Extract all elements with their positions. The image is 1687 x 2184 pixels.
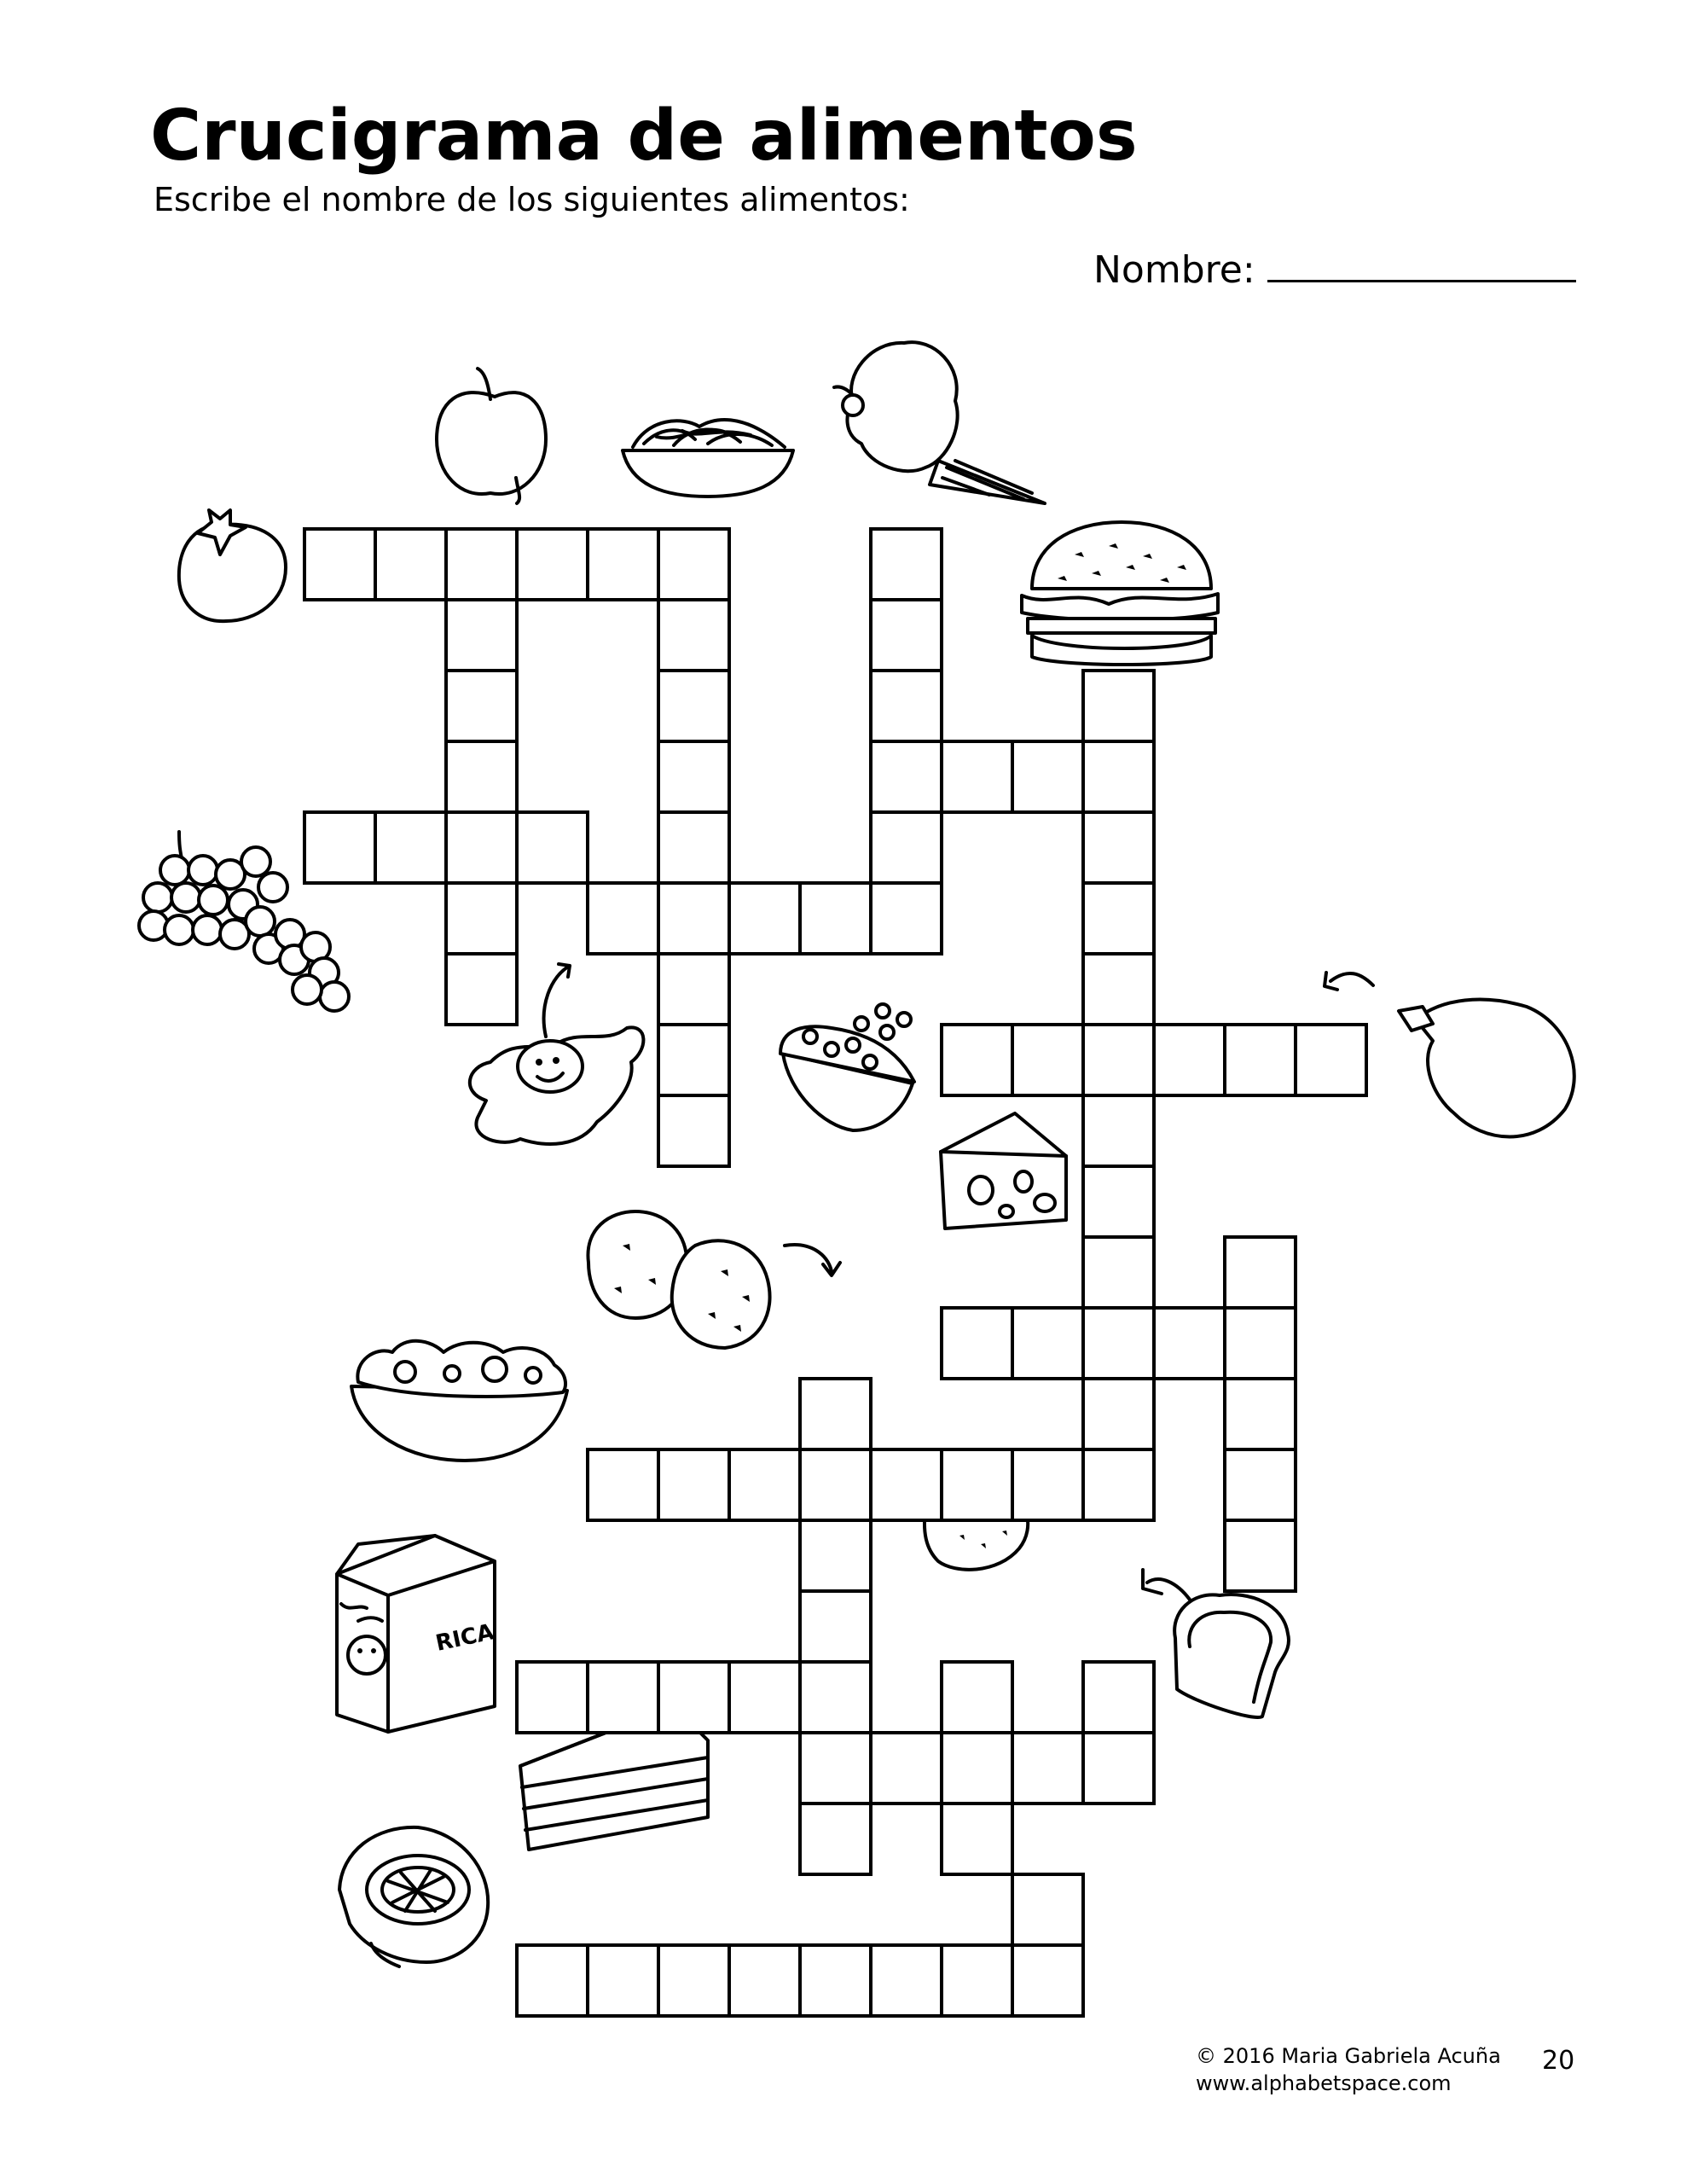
crossword-cell[interactable]: [942, 1804, 1012, 1874]
crossword-cell[interactable]: [588, 529, 658, 600]
crossword-cell[interactable]: [588, 1662, 658, 1733]
crossword-cell[interactable]: [800, 1804, 871, 1874]
crossword-cell[interactable]: [1083, 1166, 1154, 1237]
carton-label: RICA: [433, 1619, 496, 1657]
crossword-cell[interactable]: [800, 1449, 871, 1520]
crossword-cell[interactable]: [942, 1662, 1012, 1733]
crossword-cell[interactable]: [1012, 741, 1083, 812]
crossword-cell[interactable]: [517, 529, 588, 600]
crossword-cell[interactable]: [800, 1733, 871, 1804]
crossword-cell[interactable]: [446, 600, 517, 671]
page-title: Crucigrama de alimentos: [150, 96, 1138, 177]
crossword-cell[interactable]: [517, 1945, 588, 2016]
crossword-cell[interactable]: [800, 1591, 871, 1662]
crossword-cell[interactable]: [1225, 1025, 1296, 1095]
crossword-cell[interactable]: [658, 671, 729, 741]
crossword-cell[interactable]: [1012, 1945, 1083, 2016]
crossword-cell[interactable]: [1012, 1308, 1083, 1379]
crossword-cell[interactable]: [658, 954, 729, 1025]
crossword-cell[interactable]: [658, 883, 729, 954]
footer-credit: [1196, 2042, 1501, 2097]
crossword-cell[interactable]: [1083, 1449, 1154, 1520]
crossword-cell[interactable]: [729, 1662, 800, 1733]
crossword-cell[interactable]: [942, 1449, 1012, 1520]
crossword-cell[interactable]: [942, 1025, 1012, 1095]
crossword-cell[interactable]: [1083, 741, 1154, 812]
crossword-cell[interactable]: [871, 883, 942, 954]
crossword-cell[interactable]: [1154, 1025, 1225, 1095]
crossword-cell[interactable]: [871, 1449, 942, 1520]
crossword-cell[interactable]: [1083, 1025, 1154, 1095]
crossword-cell[interactable]: [1012, 1025, 1083, 1095]
crossword-cell[interactable]: [1154, 1308, 1225, 1379]
crossword-cell[interactable]: [729, 883, 800, 954]
website-text: www.alphabetspace.com: [1196, 2071, 1452, 2095]
crossword-cell[interactable]: [446, 812, 517, 883]
crossword-cell[interactable]: [1225, 1449, 1296, 1520]
crossword-cell[interactable]: [1225, 1308, 1296, 1379]
crossword-cell[interactable]: [800, 1520, 871, 1591]
crossword-cell[interactable]: [942, 1945, 1012, 2016]
crossword-cell[interactable]: [1083, 883, 1154, 954]
crossword-cell[interactable]: [1083, 1662, 1154, 1733]
crossword-cell[interactable]: [942, 741, 1012, 812]
crossword-cell[interactable]: [1083, 1095, 1154, 1166]
crossword-cell[interactable]: [800, 883, 871, 954]
crossword-cell[interactable]: [588, 1945, 658, 2016]
crossword-cell[interactable]: [304, 812, 375, 883]
crossword-cell[interactable]: [446, 883, 517, 954]
crossword-cell[interactable]: [1225, 1520, 1296, 1591]
crossword-cell[interactable]: [871, 529, 942, 600]
instructions: Escribe el nombre de los siguientes alimentos:: [154, 181, 910, 218]
crossword-cell[interactable]: [1083, 1237, 1154, 1308]
crossword-cell[interactable]: [658, 741, 729, 812]
crossword-cell[interactable]: [729, 1449, 800, 1520]
crossword-cell[interactable]: [1012, 1874, 1083, 1945]
crossword-cell[interactable]: [658, 1662, 729, 1733]
page-number: 20: [1542, 2046, 1575, 2076]
crossword-cell[interactable]: [588, 1449, 658, 1520]
crossword-cell[interactable]: [446, 954, 517, 1025]
copyright-text: © 2016 Maria Gabriela Acuña: [1196, 2044, 1501, 2068]
crossword-cell[interactable]: [1225, 1237, 1296, 1308]
crossword-cell[interactable]: [658, 1449, 729, 1520]
crossword-cell[interactable]: [871, 812, 942, 883]
crossword-cell[interactable]: [1012, 1733, 1083, 1804]
crossword-cell[interactable]: [1083, 671, 1154, 741]
crossword-cell[interactable]: [800, 1945, 871, 2016]
crossword-cell[interactable]: [1225, 1379, 1296, 1449]
crossword-cell[interactable]: [1083, 1308, 1154, 1379]
crossword-cell[interactable]: [1012, 1449, 1083, 1520]
name-label: Nombre:: [1093, 248, 1255, 292]
crossword-cell[interactable]: [658, 1095, 729, 1166]
crossword-cell[interactable]: [658, 600, 729, 671]
crossword-cell[interactable]: [800, 1662, 871, 1733]
crossword-cell[interactable]: [446, 671, 517, 741]
crossword-cell[interactable]: [871, 1733, 942, 1804]
crossword-cell[interactable]: [375, 812, 446, 883]
crossword-cell[interactable]: [517, 1662, 588, 1733]
crossword-cell[interactable]: [800, 1379, 871, 1449]
crossword-cell[interactable]: [658, 529, 729, 600]
crossword-cell[interactable]: [446, 741, 517, 812]
crossword-cell[interactable]: [871, 1945, 942, 2016]
crossword-cell[interactable]: [1296, 1025, 1366, 1095]
crossword-cell[interactable]: [375, 529, 446, 600]
crossword-cell[interactable]: [588, 883, 658, 954]
crossword-cell[interactable]: [658, 812, 729, 883]
crossword-cell[interactable]: [871, 671, 942, 741]
crossword-cell[interactable]: [304, 529, 375, 600]
crossword-cell[interactable]: [729, 1945, 800, 2016]
crossword-cell[interactable]: [871, 741, 942, 812]
crossword-cell[interactable]: [658, 1945, 729, 2016]
crossword-cell[interactable]: [1083, 1379, 1154, 1449]
crossword-cell[interactable]: [942, 1308, 1012, 1379]
crossword-cell[interactable]: [1083, 1733, 1154, 1804]
crossword-cell[interactable]: [1083, 954, 1154, 1025]
crossword-cell[interactable]: [871, 600, 942, 671]
crossword-cell[interactable]: [517, 812, 588, 883]
crossword-cell[interactable]: [1083, 812, 1154, 883]
crossword-cell[interactable]: [446, 529, 517, 600]
crossword-cell[interactable]: [942, 1733, 1012, 1804]
crossword-cell[interactable]: [658, 1025, 729, 1095]
